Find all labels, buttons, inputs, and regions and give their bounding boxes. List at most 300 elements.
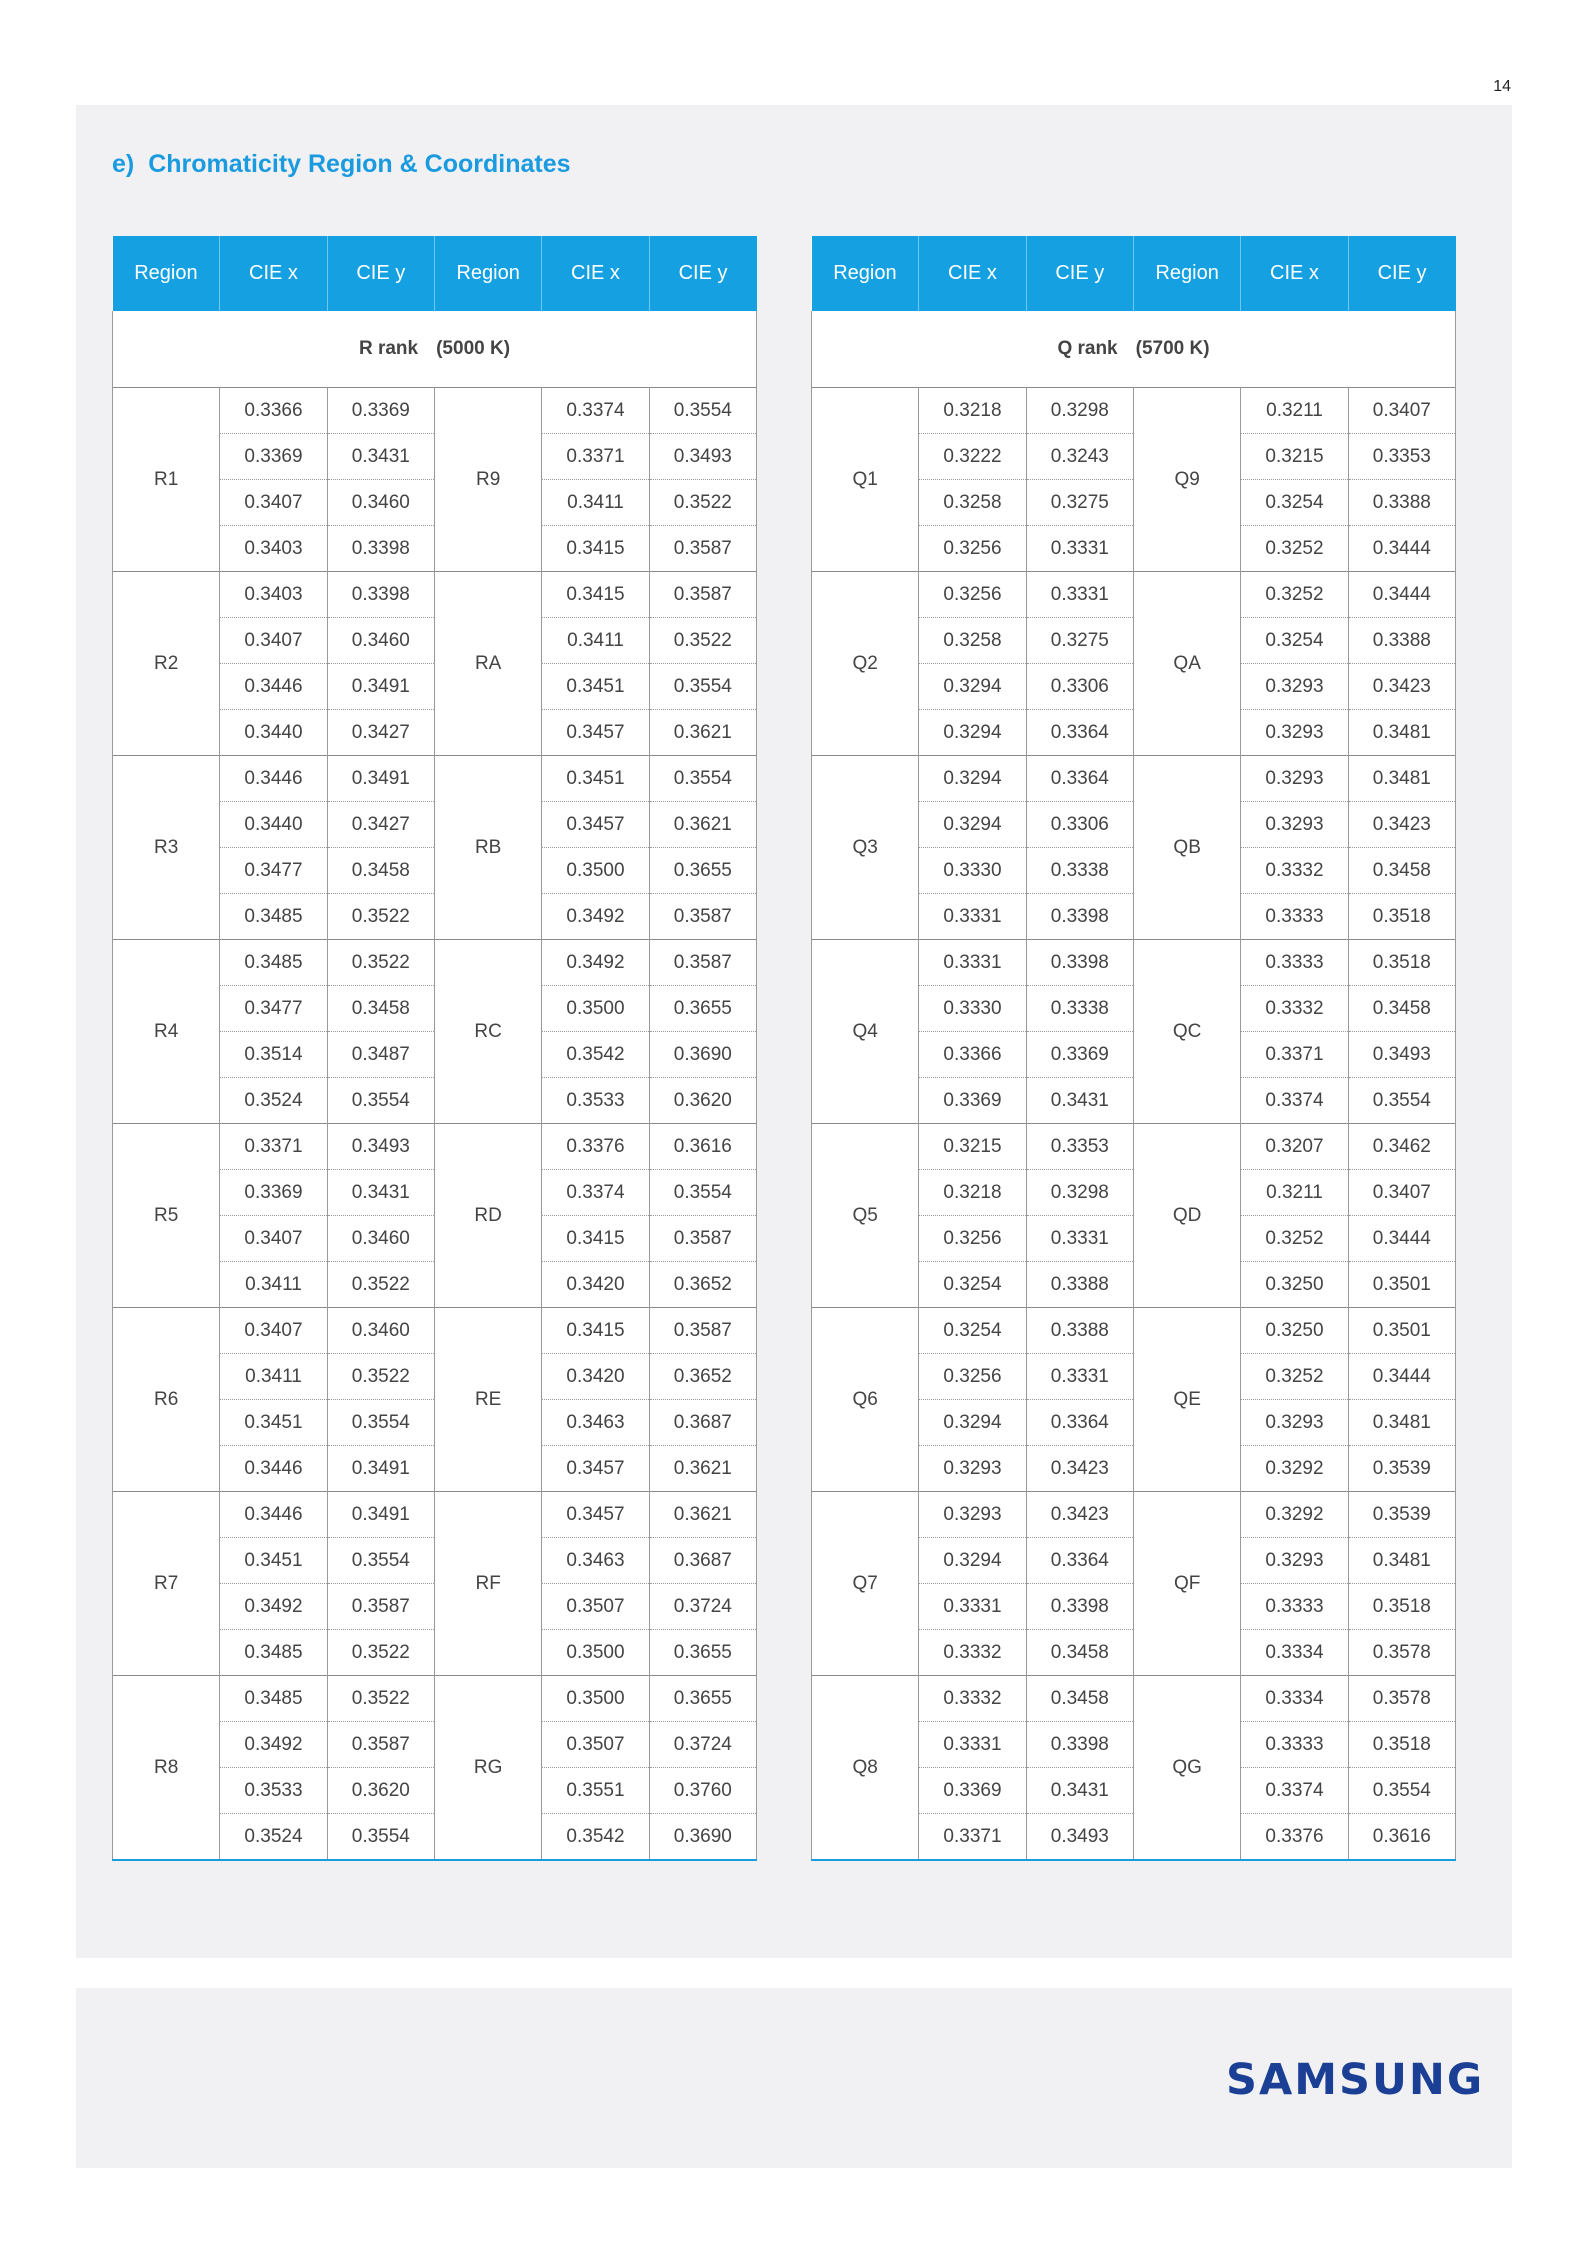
- header-cie-x: CIE x: [220, 236, 327, 311]
- cie-x-cell: 0.3332: [919, 1676, 1026, 1722]
- table-row: [113, 756, 757, 802]
- cie-x-cell: 0.3403: [220, 526, 327, 572]
- region-cell: QC: [1133, 940, 1240, 1124]
- cie-x-cell: 0.3293: [1241, 1400, 1348, 1446]
- cie-x-cell: 0.3371: [220, 1124, 327, 1170]
- header-cie-y: CIE y: [327, 236, 434, 311]
- table-row: [812, 1124, 1456, 1170]
- table-row: [113, 388, 757, 434]
- cie-y-cell: 0.3388: [1026, 1308, 1133, 1354]
- rank-caption: [812, 311, 1456, 388]
- cie-x-cell: 0.3371: [919, 1814, 1026, 1861]
- cie-x-cell: 0.3500: [542, 986, 649, 1032]
- cie-x-cell: 0.3250: [1241, 1308, 1348, 1354]
- cie-y-cell: 0.3298: [1026, 1170, 1133, 1216]
- cie-x-cell: 0.3477: [220, 986, 327, 1032]
- cie-x-cell: 0.3293: [1241, 756, 1348, 802]
- cie-y-cell: 0.3298: [1026, 388, 1133, 434]
- cie-y-cell: 0.3493: [649, 434, 756, 480]
- cie-y-cell: 0.3554: [327, 1078, 434, 1124]
- cie-x-cell: 0.3252: [1241, 1354, 1348, 1400]
- cie-x-cell: 0.3420: [542, 1354, 649, 1400]
- cie-x-cell: 0.3492: [220, 1722, 327, 1768]
- cie-y-cell: 0.3407: [1348, 1170, 1455, 1216]
- cie-y-cell: 0.3621: [649, 1446, 756, 1492]
- cie-x-cell: 0.3485: [220, 1630, 327, 1676]
- cie-y-cell: 0.3423: [1026, 1446, 1133, 1492]
- cie-x-cell: 0.3524: [220, 1078, 327, 1124]
- cie-x-cell: 0.3334: [1241, 1676, 1348, 1722]
- header-cie-y: CIE y: [1348, 236, 1455, 311]
- cie-y-cell: 0.3587: [649, 572, 756, 618]
- cie-y-cell: 0.3621: [649, 1492, 756, 1538]
- cie-y-cell: 0.3462: [1348, 1124, 1455, 1170]
- cie-x-cell: 0.3376: [1241, 1814, 1348, 1861]
- cie-x-cell: 0.3256: [919, 1354, 1026, 1400]
- cie-y-cell: 0.3444: [1348, 1354, 1455, 1400]
- table-header-row: [812, 236, 1456, 311]
- cie-x-cell: 0.3407: [220, 1216, 327, 1262]
- cie-x-cell: 0.3485: [220, 940, 327, 986]
- region-cell: RE: [434, 1308, 541, 1492]
- cie-y-cell: 0.3539: [1348, 1492, 1455, 1538]
- cie-x-cell: 0.3542: [542, 1814, 649, 1861]
- header-cie-x: CIE x: [919, 236, 1026, 311]
- cie-x-cell: 0.3211: [1241, 1170, 1348, 1216]
- cie-y-cell: 0.3587: [649, 526, 756, 572]
- cie-x-cell: 0.3376: [542, 1124, 649, 1170]
- cie-x-cell: 0.3293: [1241, 1538, 1348, 1584]
- table-row: [812, 756, 1456, 802]
- cie-y-cell: 0.3554: [327, 1814, 434, 1861]
- cie-x-cell: 0.3485: [220, 1676, 327, 1722]
- table-row: [113, 940, 757, 986]
- section-title-text: Chromaticity Region & Coordinates: [148, 150, 571, 178]
- table-row: [812, 572, 1456, 618]
- region-cell: QD: [1133, 1124, 1240, 1308]
- cie-y-cell: 0.3398: [327, 572, 434, 618]
- cie-x-cell: 0.3446: [220, 1446, 327, 1492]
- cie-y-cell: 0.3655: [649, 848, 756, 894]
- cie-x-cell: 0.3258: [919, 618, 1026, 664]
- cie-y-cell: 0.3331: [1026, 1216, 1133, 1262]
- region-cell: RG: [434, 1676, 541, 1861]
- cie-y-cell: 0.3518: [1348, 940, 1455, 986]
- cie-x-cell: 0.3440: [220, 710, 327, 756]
- cie-x-cell: 0.3294: [919, 1538, 1026, 1584]
- cie-y-cell: 0.3518: [1348, 1584, 1455, 1630]
- region-cell: QE: [1133, 1308, 1240, 1492]
- cie-y-cell: 0.3444: [1348, 572, 1455, 618]
- cie-y-cell: 0.3587: [649, 1216, 756, 1262]
- cie-x-cell: 0.3332: [919, 1630, 1026, 1676]
- cie-y-cell: 0.3431: [327, 1170, 434, 1216]
- cie-y-cell: 0.3493: [1026, 1814, 1133, 1861]
- cie-y-cell: 0.3522: [327, 1630, 434, 1676]
- cie-y-cell: 0.3522: [327, 940, 434, 986]
- region-cell: RA: [434, 572, 541, 756]
- region-cell: Q3: [812, 756, 919, 940]
- cie-x-cell: 0.3542: [542, 1032, 649, 1078]
- region-cell: RF: [434, 1492, 541, 1676]
- cie-x-cell: 0.3492: [542, 894, 649, 940]
- cie-x-cell: 0.3507: [542, 1584, 649, 1630]
- cie-y-cell: 0.3458: [327, 848, 434, 894]
- cie-x-cell: 0.3463: [542, 1400, 649, 1446]
- cie-y-cell: 0.3522: [649, 480, 756, 526]
- cie-x-cell: 0.3292: [1241, 1446, 1348, 1492]
- region-cell: Q1: [812, 388, 919, 572]
- cie-y-cell: 0.3275: [1026, 480, 1133, 526]
- cie-x-cell: 0.3369: [919, 1768, 1026, 1814]
- cie-y-cell: 0.3687: [649, 1538, 756, 1584]
- cie-y-cell: 0.3491: [327, 664, 434, 710]
- cie-y-cell: 0.3481: [1348, 756, 1455, 802]
- cie-y-cell: 0.3554: [327, 1400, 434, 1446]
- cie-y-cell: 0.3491: [327, 1492, 434, 1538]
- cie-x-cell: 0.3293: [1241, 802, 1348, 848]
- cie-x-cell: 0.3292: [1241, 1492, 1348, 1538]
- cie-y-cell: 0.3460: [327, 1216, 434, 1262]
- cie-y-cell: 0.3578: [1348, 1676, 1455, 1722]
- cie-y-cell: 0.3398: [1026, 940, 1133, 986]
- cie-y-cell: 0.3493: [327, 1124, 434, 1170]
- rank-row: [113, 311, 757, 388]
- cie-y-cell: 0.3338: [1026, 848, 1133, 894]
- cie-x-cell: 0.3332: [1241, 848, 1348, 894]
- cie-x-cell: 0.3551: [542, 1768, 649, 1814]
- cie-x-cell: 0.3252: [1241, 572, 1348, 618]
- cie-y-cell: 0.3423: [1348, 802, 1455, 848]
- cie-y-cell: 0.3331: [1026, 572, 1133, 618]
- table-row: [113, 1308, 757, 1354]
- cie-y-cell: 0.3522: [649, 618, 756, 664]
- cie-x-cell: 0.3256: [919, 1216, 1026, 1262]
- table-row: [113, 572, 757, 618]
- cie-x-cell: 0.3533: [220, 1768, 327, 1814]
- cie-x-cell: 0.3374: [542, 1170, 649, 1216]
- header-cie-y: CIE y: [649, 236, 756, 311]
- header-cie-y: CIE y: [1026, 236, 1133, 311]
- cie-y-cell: 0.3554: [649, 1170, 756, 1216]
- cie-x-cell: 0.3333: [1241, 1722, 1348, 1768]
- cie-x-cell: 0.3463: [542, 1538, 649, 1584]
- section-title: [112, 150, 571, 179]
- cie-y-cell: 0.3620: [327, 1768, 434, 1814]
- cie-y-cell: 0.3481: [1348, 1538, 1455, 1584]
- section-marker: e): [112, 150, 135, 178]
- region-cell: R7: [113, 1492, 220, 1676]
- cie-x-cell: 0.3407: [220, 618, 327, 664]
- cie-y-cell: 0.3616: [649, 1124, 756, 1170]
- cie-y-cell: 0.3398: [1026, 894, 1133, 940]
- cie-y-cell: 0.3539: [1348, 1446, 1455, 1492]
- cie-x-cell: 0.3366: [919, 1032, 1026, 1078]
- cie-x-cell: 0.3371: [1241, 1032, 1348, 1078]
- cie-y-cell: 0.3655: [649, 986, 756, 1032]
- cie-x-cell: 0.3331: [919, 1722, 1026, 1768]
- table-row: [812, 1492, 1456, 1538]
- cie-y-cell: 0.3431: [1026, 1078, 1133, 1124]
- cie-x-cell: 0.3446: [220, 1492, 327, 1538]
- cie-x-cell: 0.3218: [919, 1170, 1026, 1216]
- cie-x-cell: 0.3207: [1241, 1124, 1348, 1170]
- region-cell: QA: [1133, 572, 1240, 756]
- cie-y-cell: 0.3554: [649, 756, 756, 802]
- cie-y-cell: 0.3458: [1348, 848, 1455, 894]
- cie-x-cell: 0.3254: [1241, 618, 1348, 664]
- region-cell: Q9: [1133, 388, 1240, 572]
- cie-y-cell: 0.3587: [649, 894, 756, 940]
- cie-x-cell: 0.3366: [220, 388, 327, 434]
- cie-x-cell: 0.3250: [1241, 1262, 1348, 1308]
- cie-y-cell: 0.3621: [649, 802, 756, 848]
- cie-y-cell: 0.3481: [1348, 710, 1455, 756]
- cie-y-cell: 0.3481: [1348, 1400, 1455, 1446]
- region-cell: Q2: [812, 572, 919, 756]
- cie-y-cell: 0.3578: [1348, 1630, 1455, 1676]
- cie-x-cell: 0.3420: [542, 1262, 649, 1308]
- cie-y-cell: 0.3460: [327, 1308, 434, 1354]
- cie-x-cell: 0.3524: [220, 1814, 327, 1861]
- header-region: Region: [1133, 236, 1240, 311]
- cie-y-cell: 0.3353: [1026, 1124, 1133, 1170]
- cie-x-cell: 0.3411: [542, 618, 649, 664]
- region-cell: RB: [434, 756, 541, 940]
- header-region: Region: [434, 236, 541, 311]
- cie-y-cell: 0.3522: [327, 1676, 434, 1722]
- region-cell: Q7: [812, 1492, 919, 1676]
- cie-x-cell: 0.3330: [919, 848, 1026, 894]
- cie-x-cell: 0.3294: [919, 756, 1026, 802]
- cie-y-cell: 0.3306: [1026, 802, 1133, 848]
- cie-x-cell: 0.3407: [220, 1308, 327, 1354]
- cie-y-cell: 0.3398: [1026, 1722, 1133, 1768]
- cie-y-cell: 0.3423: [1026, 1492, 1133, 1538]
- cie-x-cell: 0.3331: [919, 1584, 1026, 1630]
- cie-x-cell: 0.3500: [542, 848, 649, 894]
- cie-y-cell: 0.3554: [649, 388, 756, 434]
- cie-y-cell: 0.3388: [1026, 1262, 1133, 1308]
- cie-y-cell: 0.3554: [1348, 1768, 1455, 1814]
- cie-y-cell: 0.3652: [649, 1262, 756, 1308]
- cie-y-cell: 0.3369: [327, 388, 434, 434]
- region-cell: QF: [1133, 1492, 1240, 1676]
- table-row: [812, 1308, 1456, 1354]
- region-cell: Q8: [812, 1676, 919, 1861]
- cie-y-cell: 0.3554: [1348, 1078, 1455, 1124]
- cie-y-cell: 0.3655: [649, 1676, 756, 1722]
- cie-x-cell: 0.3331: [919, 940, 1026, 986]
- cie-x-cell: 0.3451: [220, 1538, 327, 1584]
- region-cell: QB: [1133, 756, 1240, 940]
- region-cell: R9: [434, 388, 541, 572]
- cie-y-cell: 0.3388: [1348, 480, 1455, 526]
- cie-x-cell: 0.3222: [919, 434, 1026, 480]
- region-cell: R6: [113, 1308, 220, 1492]
- cie-y-cell: 0.3458: [1348, 986, 1455, 1032]
- cie-x-cell: 0.3457: [542, 1446, 649, 1492]
- r-rank-table: [112, 236, 757, 1861]
- cie-y-cell: 0.3554: [649, 664, 756, 710]
- rank-label: Q rank: [1057, 338, 1118, 359]
- cie-x-cell: 0.3451: [542, 664, 649, 710]
- table-row: [113, 1124, 757, 1170]
- cie-x-cell: 0.3457: [542, 710, 649, 756]
- cie-y-cell: 0.3460: [327, 480, 434, 526]
- cie-x-cell: 0.3374: [1241, 1768, 1348, 1814]
- cie-x-cell: 0.3333: [1241, 894, 1348, 940]
- region-cell: QG: [1133, 1676, 1240, 1861]
- cie-x-cell: 0.3446: [220, 664, 327, 710]
- cie-y-cell: 0.3458: [1026, 1676, 1133, 1722]
- rank-caption: [113, 311, 757, 388]
- cie-y-cell: 0.3554: [327, 1538, 434, 1584]
- header-region: Region: [812, 236, 919, 311]
- cie-x-cell: 0.3333: [1241, 940, 1348, 986]
- cie-x-cell: 0.3211: [1241, 388, 1348, 434]
- region-cell: Q5: [812, 1124, 919, 1308]
- cie-y-cell: 0.3587: [649, 940, 756, 986]
- cie-x-cell: 0.3477: [220, 848, 327, 894]
- cie-x-cell: 0.3369: [220, 434, 327, 480]
- cie-y-cell: 0.3427: [327, 710, 434, 756]
- cie-y-cell: 0.3522: [327, 894, 434, 940]
- cie-x-cell: 0.3411: [542, 480, 649, 526]
- cie-x-cell: 0.3374: [542, 388, 649, 434]
- cie-x-cell: 0.3415: [542, 1216, 649, 1262]
- rank-row: [812, 311, 1456, 388]
- cie-x-cell: 0.3507: [542, 1722, 649, 1768]
- cie-y-cell: 0.3491: [327, 1446, 434, 1492]
- region-cell: R5: [113, 1124, 220, 1308]
- cie-y-cell: 0.3501: [1348, 1308, 1455, 1354]
- cie-y-cell: 0.3458: [1026, 1630, 1133, 1676]
- cie-y-cell: 0.3353: [1348, 434, 1455, 480]
- cie-x-cell: 0.3403: [220, 572, 327, 618]
- cie-y-cell: 0.3493: [1348, 1032, 1455, 1078]
- region-cell: R3: [113, 756, 220, 940]
- cie-x-cell: 0.3256: [919, 526, 1026, 572]
- cie-x-cell: 0.3254: [919, 1262, 1026, 1308]
- cie-y-cell: 0.3275: [1026, 618, 1133, 664]
- table-row: [113, 1492, 757, 1538]
- cie-x-cell: 0.3218: [919, 388, 1026, 434]
- cie-x-cell: 0.3415: [542, 572, 649, 618]
- cie-x-cell: 0.3457: [542, 1492, 649, 1538]
- cie-y-cell: 0.3522: [327, 1354, 434, 1400]
- cie-y-cell: 0.3652: [649, 1354, 756, 1400]
- cie-x-cell: 0.3331: [919, 894, 1026, 940]
- cie-x-cell: 0.3334: [1241, 1630, 1348, 1676]
- cie-y-cell: 0.3518: [1348, 894, 1455, 940]
- cie-x-cell: 0.3215: [1241, 434, 1348, 480]
- region-cell: Q4: [812, 940, 919, 1124]
- cie-y-cell: 0.3616: [1348, 1814, 1455, 1861]
- cie-y-cell: 0.3398: [327, 526, 434, 572]
- cie-x-cell: 0.3294: [919, 1400, 1026, 1446]
- cie-x-cell: 0.3374: [1241, 1078, 1348, 1124]
- cie-y-cell: 0.3398: [1026, 1584, 1133, 1630]
- table-header-row: [113, 236, 757, 311]
- table-row: [812, 1676, 1456, 1722]
- cie-x-cell: 0.3533: [542, 1078, 649, 1124]
- cie-x-cell: 0.3369: [919, 1078, 1026, 1124]
- cie-y-cell: 0.3369: [1026, 1032, 1133, 1078]
- q-rank-table: [811, 236, 1456, 1861]
- cie-y-cell: 0.3431: [327, 434, 434, 480]
- cie-x-cell: 0.3293: [919, 1492, 1026, 1538]
- cie-y-cell: 0.3690: [649, 1032, 756, 1078]
- cie-y-cell: 0.3587: [649, 1308, 756, 1354]
- cie-y-cell: 0.3655: [649, 1630, 756, 1676]
- cie-y-cell: 0.3620: [649, 1078, 756, 1124]
- cie-y-cell: 0.3407: [1348, 388, 1455, 434]
- cie-x-cell: 0.3294: [919, 710, 1026, 756]
- cie-x-cell: 0.3500: [542, 1676, 649, 1722]
- cie-y-cell: 0.3338: [1026, 986, 1133, 1032]
- samsung-logo: SAMSUNG: [1226, 2055, 1485, 2105]
- header-cie-x: CIE x: [1241, 236, 1348, 311]
- cie-y-cell: 0.3501: [1348, 1262, 1455, 1308]
- cie-y-cell: 0.3724: [649, 1584, 756, 1630]
- cie-y-cell: 0.3487: [327, 1032, 434, 1078]
- cie-y-cell: 0.3444: [1348, 1216, 1455, 1262]
- cie-x-cell: 0.3293: [919, 1446, 1026, 1492]
- region-cell: R2: [113, 572, 220, 756]
- cie-x-cell: 0.3407: [220, 480, 327, 526]
- cie-y-cell: 0.3458: [327, 986, 434, 1032]
- rank-temp: (5700 K): [1135, 338, 1210, 359]
- cie-x-cell: 0.3294: [919, 664, 1026, 710]
- cie-y-cell: 0.3331: [1026, 526, 1133, 572]
- header-cie-x: CIE x: [542, 236, 649, 311]
- cie-x-cell: 0.3514: [220, 1032, 327, 1078]
- region-cell: RC: [434, 940, 541, 1124]
- cie-x-cell: 0.3485: [220, 894, 327, 940]
- cie-x-cell: 0.3294: [919, 802, 1026, 848]
- cie-y-cell: 0.3522: [327, 1262, 434, 1308]
- page-number: 14: [1493, 78, 1511, 95]
- cie-x-cell: 0.3492: [220, 1584, 327, 1630]
- cie-y-cell: 0.3427: [327, 802, 434, 848]
- cie-y-cell: 0.3587: [327, 1722, 434, 1768]
- region-cell: Q6: [812, 1308, 919, 1492]
- cie-y-cell: 0.3364: [1026, 1400, 1133, 1446]
- cie-y-cell: 0.3460: [327, 618, 434, 664]
- cie-x-cell: 0.3371: [542, 434, 649, 480]
- cie-x-cell: 0.3254: [919, 1308, 1026, 1354]
- cie-y-cell: 0.3760: [649, 1768, 756, 1814]
- cie-y-cell: 0.3518: [1348, 1722, 1455, 1768]
- cie-x-cell: 0.3440: [220, 802, 327, 848]
- table-row: [812, 388, 1456, 434]
- cie-x-cell: 0.3415: [542, 526, 649, 572]
- cie-x-cell: 0.3333: [1241, 1584, 1348, 1630]
- cie-y-cell: 0.3491: [327, 756, 434, 802]
- cie-x-cell: 0.3457: [542, 802, 649, 848]
- cie-x-cell: 0.3411: [220, 1262, 327, 1308]
- cie-x-cell: 0.3332: [1241, 986, 1348, 1032]
- cie-y-cell: 0.3431: [1026, 1768, 1133, 1814]
- region-cell: R8: [113, 1676, 220, 1861]
- region-cell: RD: [434, 1124, 541, 1308]
- table-row: [812, 940, 1456, 986]
- cie-y-cell: 0.3724: [649, 1722, 756, 1768]
- cie-x-cell: 0.3258: [919, 480, 1026, 526]
- rank-label: R rank: [358, 338, 419, 359]
- cie-x-cell: 0.3254: [1241, 480, 1348, 526]
